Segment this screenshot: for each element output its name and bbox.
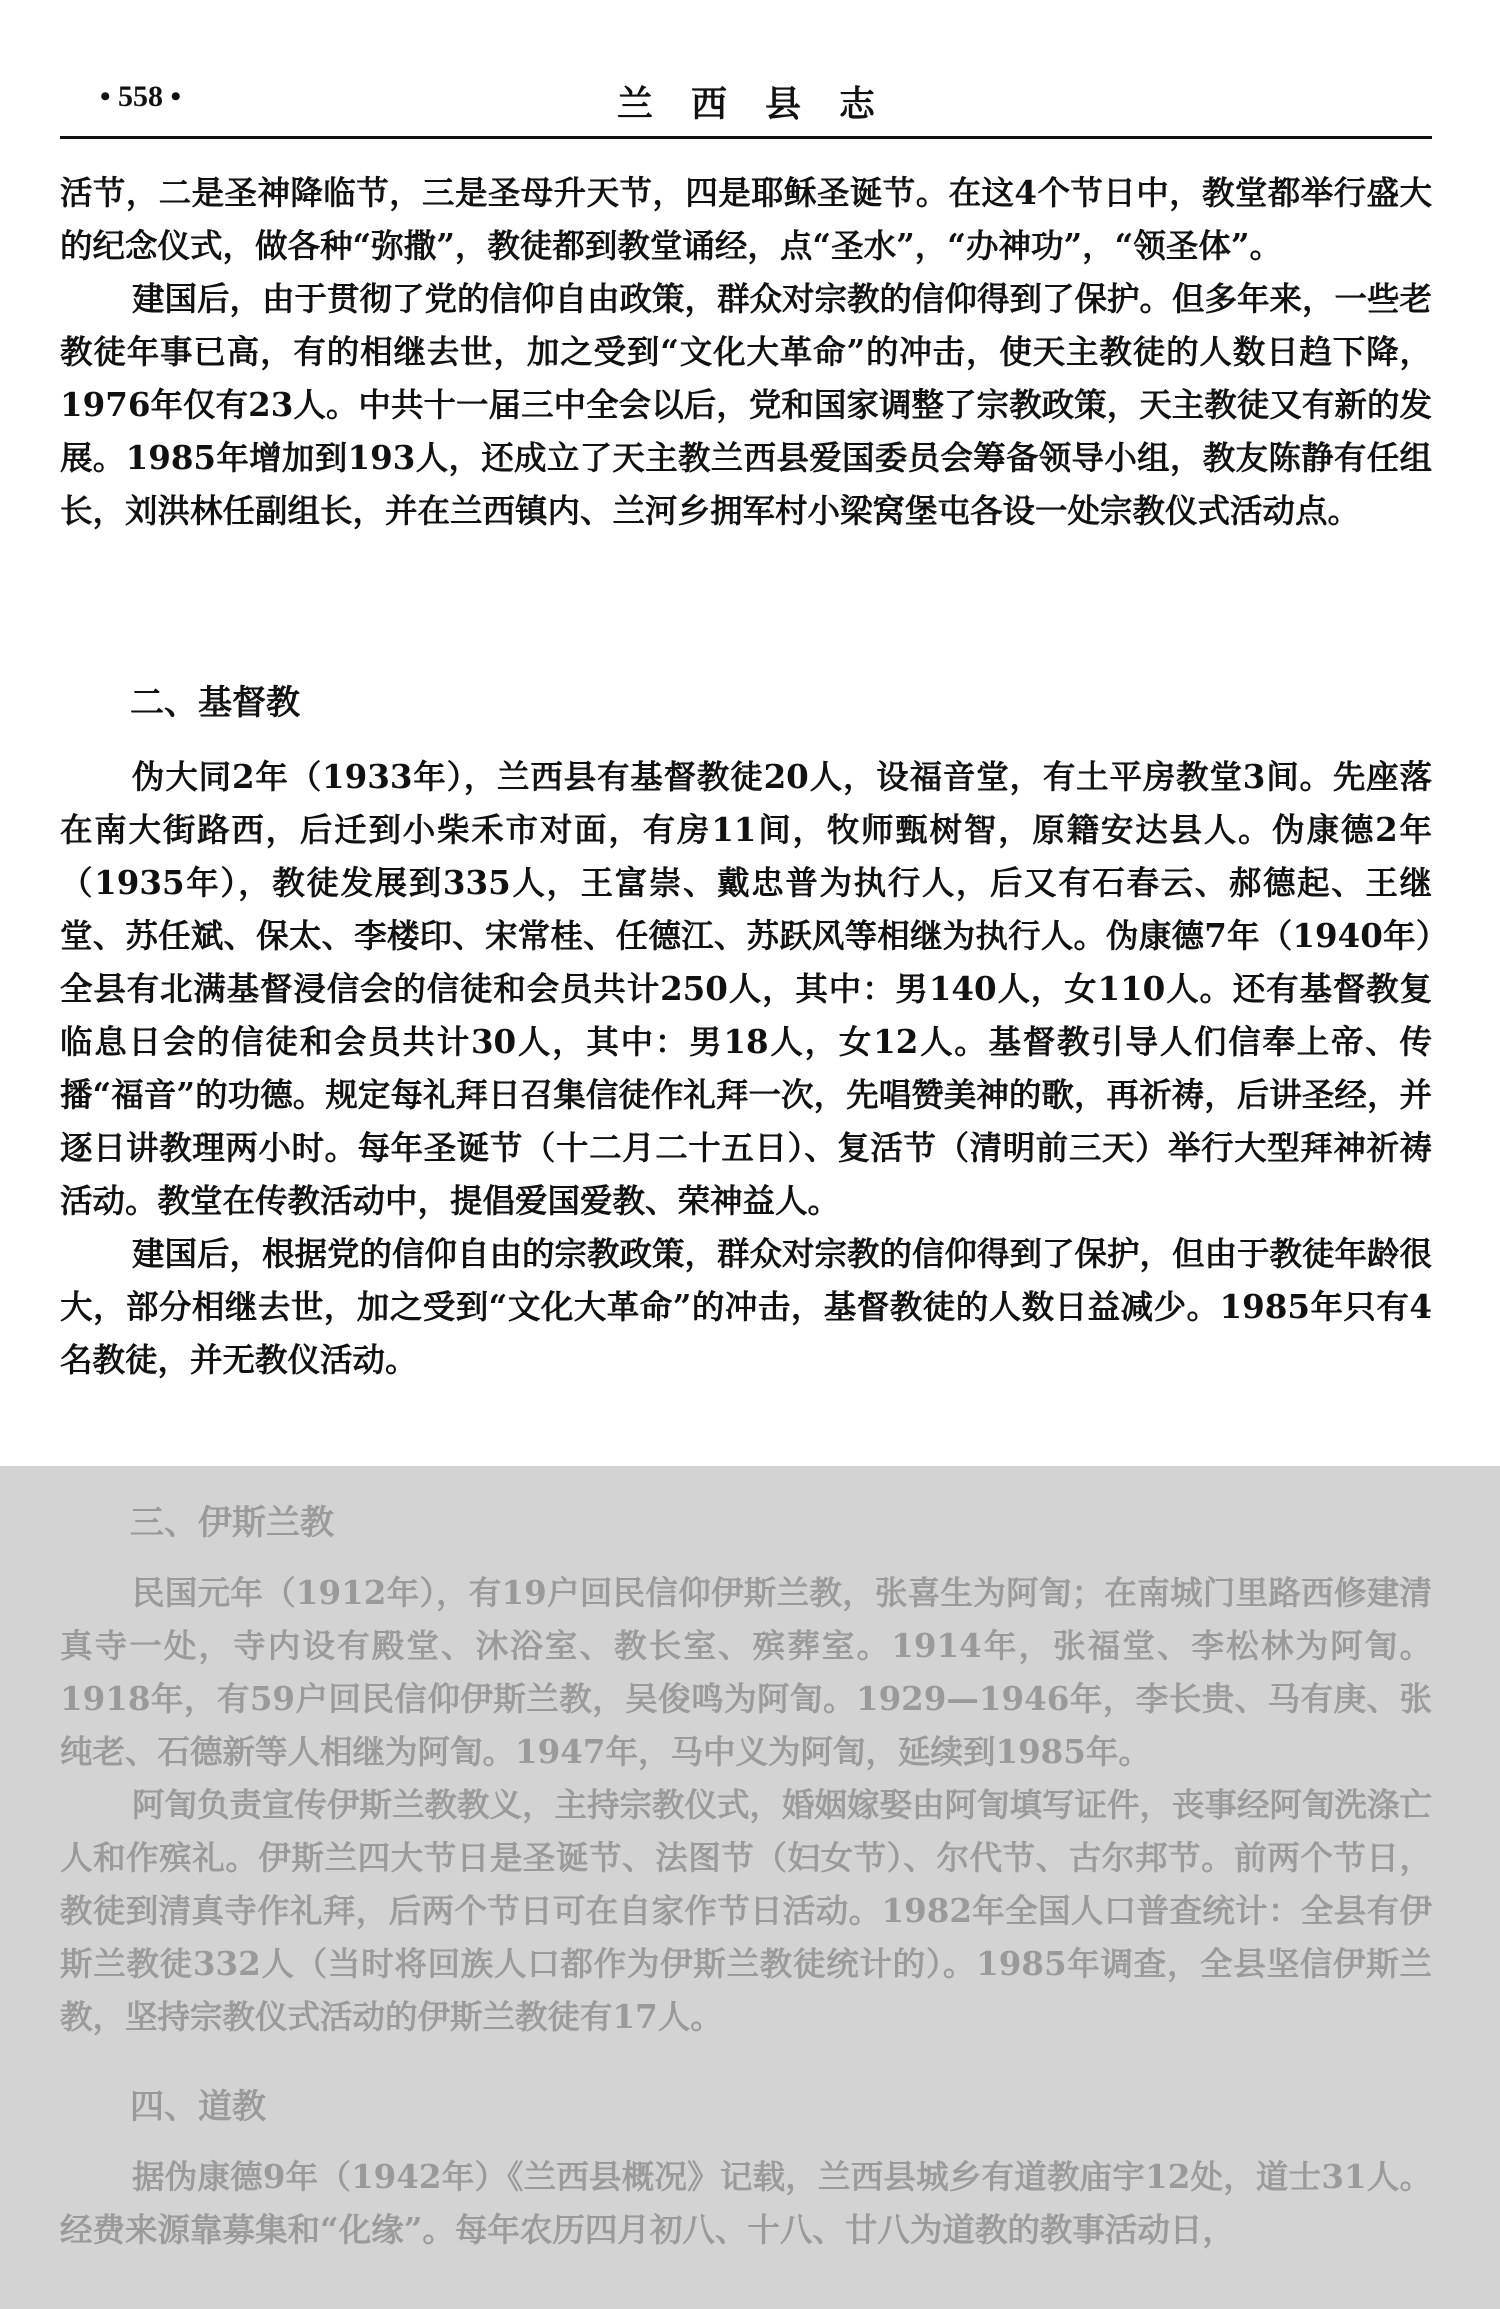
christianity-section — [60, 676, 1432, 730]
paragraph-taoism: 据伪康德9年（1942年）《兰西县概况》记载，兰西县城乡有道教庙宇12处，道士31人。经费来源靠募集和“化缘”。每年农历四月初八、十八、廿八为道教的教事活动日， — [60, 2157, 1432, 2249]
page-title: 兰西县志 — [616, 83, 913, 125]
christianity-body — [60, 750, 1432, 1386]
heading-christianity: 二、基督教 — [130, 683, 300, 723]
page-number: • 558 • — [100, 80, 182, 113]
header-rule — [60, 136, 1432, 139]
heading-islam: 三、伊斯兰教 — [130, 1503, 334, 1543]
paragraph-christianity-after-founding: 建国后，根据党的信仰自由的宗教政策，群众对宗教的信仰得到了保护，但由于教徒年龄很大，部分相继去世，加之受到“文化大革命”的冲击，基督教徒的人数日益减少。1985年只有4名教徒，并无教仪活动。 — [60, 1234, 1433, 1379]
catholicism-continuation — [60, 166, 1432, 537]
heading-taoism: 四、道教 — [130, 2087, 266, 2127]
paragraph-catholic-festivals: 活节，二是圣神降临节，三是圣母升天节，四是耶稣圣诞节。在这4个节日中，教堂都举行盛大的纪念仪式，做各种“弥撒”，教徒都到教堂诵经，点“圣水”，“办神功”，“领圣体”。 — [60, 173, 1432, 265]
faded-lower-region — [0, 1466, 1500, 2309]
paragraph-islam-history: 民国元年（1912年），有19户回民信仰伊斯兰教，张喜生为阿訇；在南城门里路西修建清真寺一处，寺内设有殿堂、沐浴室、教长室、殡葬室。1914年，张福堂、李松林为阿訇。1918年，有59户回民信仰伊斯兰教，吴俊鸣为阿訇。1929—1946年，李长贵、马有庚、张纯老、石德新等人相继为阿訇。1947年，马中义为阿訇，延续到1985年。 — [60, 1573, 1432, 1771]
paragraph-islam-practices: 阿訇负责宣传伊斯兰教教义，主持宗教仪式，婚姻嫁娶由阿訇填写证件，丧事经阿訇洗涤亡人和作殡礼。伊斯兰四大节日是圣诞节、法图节（妇女节）、尔代节、古尔邦节。前两个节日，教徒到清真寺作礼拜，后两个节日可在自家作节日活动。1982年全国人口普查统计：全县有伊斯兰教徒332人（当时将回族人口都作为伊斯兰教徒统计的）。1985年调查，全县坚信伊斯兰教，坚持宗教仪式活动的伊斯兰教徒有17人。 — [60, 1785, 1433, 2036]
page-header — [60, 72, 1432, 132]
paragraph-catholic-after-founding: 建国后，由于贯彻了党的信仰自由政策，群众对宗教的信仰得到了保护。但多年来，一些老教徒年事已高，有的相继去世，加之受到“文化大革命”的冲击，使天主教徒的人数日趋下降，1976年仅有23人。中共十一届三中全会以后，党和国家调整了宗教政策，天主教徒又有新的发展。1985年增加到193人，还成立了天主教兰西县爱国委员会筹备领导小组，教友陈静有任组长，刘洪林任副组长，并在兰西镇内、兰河乡拥军村小梁窝堡屯各设一处宗教仪式活动点。 — [60, 279, 1433, 530]
paragraph-christianity-history: 伪大同2年（1933年），兰西县有基督教徒20人，设福音堂，有土平房教堂3间。先座落在南大街路西，后迁到小柴禾市对面，有房11间，牧师甄树智，原籍安达县人。伪康德2年（1935年），教徒发展到335人，王富崇、戴忠普为执行人，后又有石春云、郝德起、王继堂、苏任斌、保太、李楼印、宋常桂、任德江、苏跃风等相继为执行人。伪康德7年（1940年）全县有北满基督浸信会的信徒和会员共计250人，其中：男140人，女110人。还有基督教复临息日会的信徒和会员共计30人，其中：男18人，女12人。基督教引导人们信奉上帝、传播“福音”的功德。规定每礼拜日召集信徒作礼拜一次，先唱赞美神的歌，再祈祷，后讲圣经，并逐日讲教理两小时。每年圣诞节（十二月二十五日）、复活节（清明前三天）举行大型拜神祈祷活动。教堂在传教活动中，提倡爱国爱教、荣神益人。 — [60, 757, 1432, 1220]
